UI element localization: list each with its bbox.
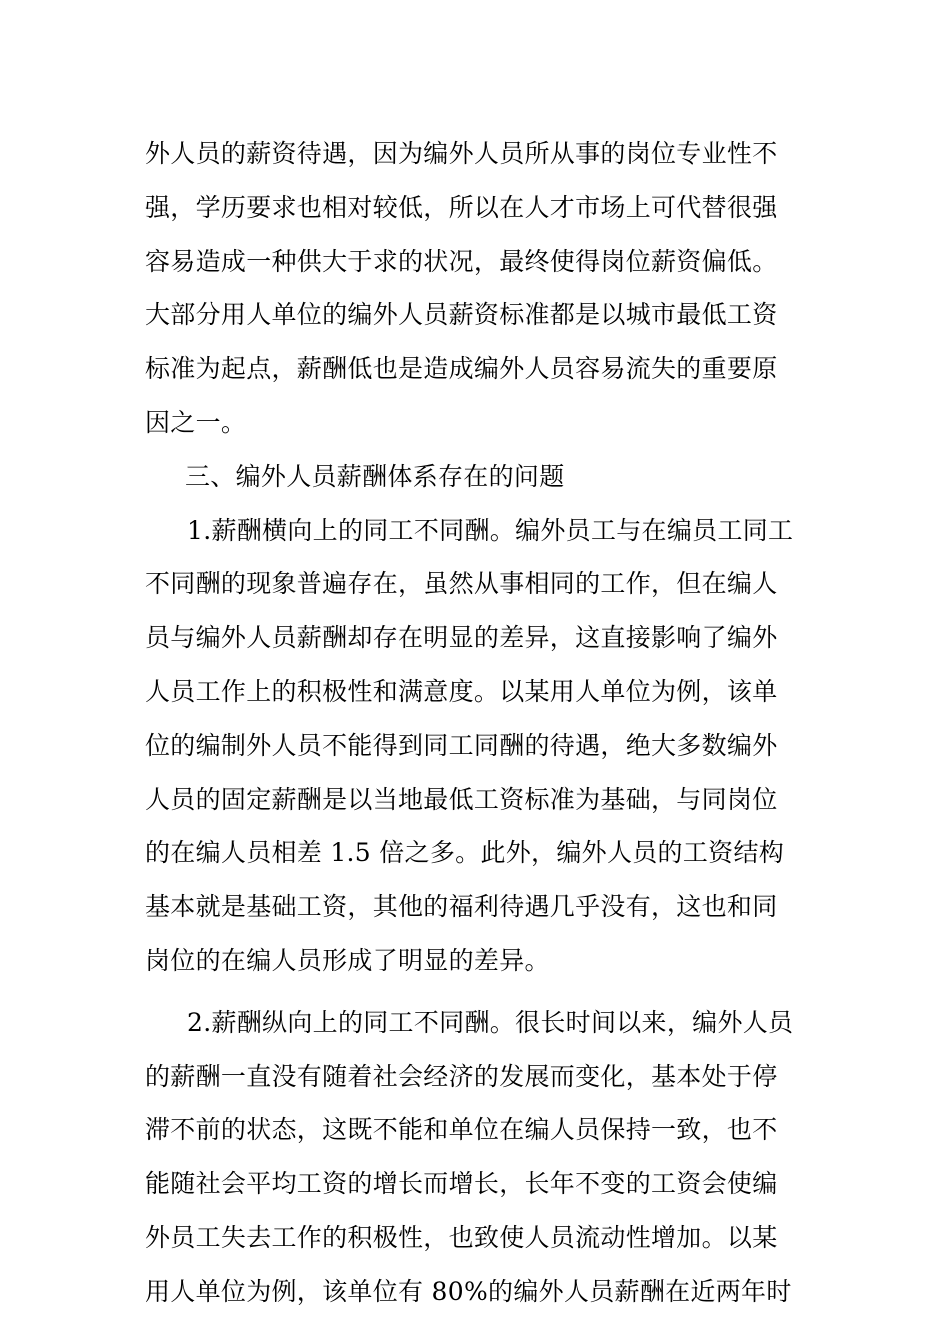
text-line: 1.薪酬横向上的同工不同酬。编外员工与在编员工同工	[187, 515, 794, 545]
text-line: 容易造成一种供大于求的状况，最终使得岗位薪资偏低。	[145, 246, 778, 276]
section-heading: 三、编外人员薪酬体系存在的问题	[185, 461, 565, 491]
text-line: 滞不前的状态，这既不能和单位在编人员保持一致，也不	[145, 1115, 778, 1145]
text-line: 的薪酬一直没有随着社会经济的发展而变化，基本处于停	[145, 1061, 778, 1091]
text-line: 位的编制外人员不能得到同工同酬的待遇，绝大多数编外	[145, 730, 778, 760]
text-line: 外员工失去工作的积极性，也致使人员流动性增加。以某	[145, 1222, 778, 1252]
text-line: 的在编人员相差 1.5 倍之多。此外，编外人员的工资结构	[145, 838, 785, 868]
text-line: 2.薪酬纵向上的同工不同酬。很长时间以来，编外人员	[187, 1007, 794, 1037]
text-line: 岗位的在编人员形成了明显的差异。	[145, 945, 550, 975]
paragraph-salary-level	[145, 127, 810, 450]
text-line: 人员工作上的积极性和满意度。以某用人单位为例，该单	[145, 676, 778, 706]
text-line: 用人单位为例，该单位有 80%的编外人员薪酬在近两年时	[145, 1276, 792, 1306]
text-line: 标准为起点，薪酬低也是造成编外人员容易流失的重要原	[145, 354, 778, 384]
text-line: 能随社会平均工资的增长而增长，长年不变的工资会使编	[145, 1169, 778, 1199]
text-line: 大部分用人单位的编外人员薪资标准都是以城市最低工资	[145, 300, 778, 330]
paragraph-gap	[145, 988, 810, 996]
text-line: 强，学历要求也相对较低，所以在人才市场上可代替很强	[145, 192, 778, 222]
text-line: 员与编外人员薪酬却存在明显的差异，这直接影响了编外	[145, 623, 778, 653]
text-line: 人员的固定薪酬是以当地最低工资标准为基础，与同岗位	[145, 784, 778, 814]
paragraph-horizontal-pay-gap	[145, 504, 810, 988]
text-line: 基本就是基础工资，其他的福利待遇几乎没有，这也和同	[145, 892, 778, 922]
paragraph-vertical-pay-gap	[145, 996, 810, 1319]
document-body	[145, 127, 810, 1319]
text-line: 因之一。	[145, 407, 247, 437]
text-line: 外人员的薪资待遇，因为编外人员所从事的岗位专业性不	[145, 139, 778, 168]
text-line: 不同酬的现象普遍存在，虽然从事相同的工作，但在编人	[145, 569, 778, 599]
